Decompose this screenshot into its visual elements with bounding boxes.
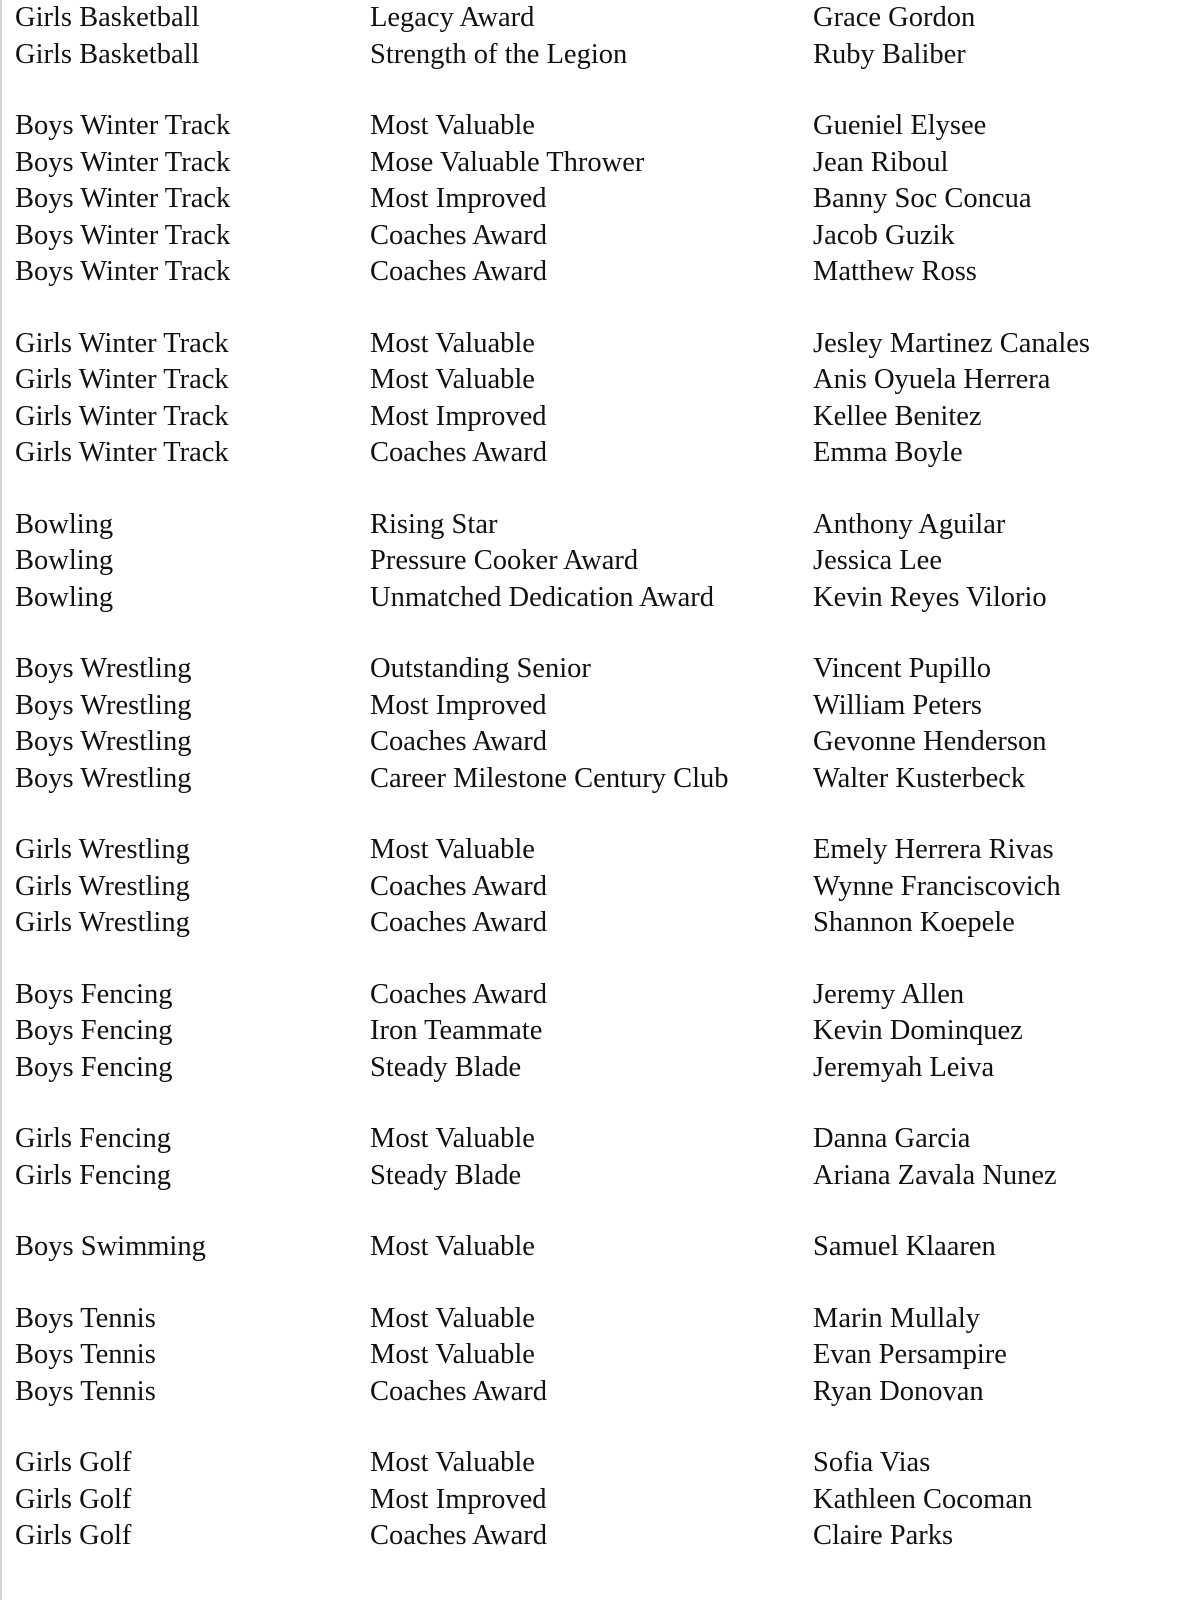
award-row — [15, 580, 1175, 617]
sport-cell: Boys Winter Track — [15, 256, 231, 288]
award-row — [15, 1121, 1175, 1158]
recipient-cell: Claire Parks — [813, 1520, 954, 1552]
recipient-cell: Shannon Koepele — [813, 907, 1015, 939]
award-row — [15, 507, 1175, 544]
recipient-cell: Vincent Pupillo — [813, 653, 991, 685]
awards-list — [15, 0, 1175, 1590]
recipient-cell: Gevonne Henderson — [813, 726, 1047, 758]
sport-cell: Boys Tennis — [15, 1302, 156, 1334]
award-cell: Most Valuable — [370, 1339, 535, 1371]
award-cell: Coaches Award — [370, 219, 548, 251]
award-row — [15, 543, 1175, 580]
sport-cell: Girls Wrestling — [15, 870, 190, 902]
sport-cell: Boys Tennis — [15, 1339, 156, 1371]
sport-cell: Boys Fencing — [15, 1051, 173, 1083]
sport-cell: Boys Winter Track — [15, 110, 231, 142]
award-cell: Career Milestone Century Club — [370, 762, 729, 794]
recipient-cell: Matthew Ross — [813, 256, 977, 288]
award-row — [15, 1301, 1175, 1338]
award-group — [15, 832, 1175, 942]
award-cell: Most Valuable — [370, 327, 535, 359]
award-cell: Coaches Award — [370, 256, 548, 288]
award-row — [15, 108, 1175, 145]
recipient-cell: Kathleen Cocoman — [813, 1483, 1033, 1515]
recipient-cell: Walter Kusterbeck — [813, 762, 1026, 794]
recipient-cell: Anis Oyuela Herrera — [813, 364, 1051, 396]
sport-cell: Girls Golf — [15, 1520, 132, 1552]
award-group — [15, 977, 1175, 1087]
award-cell: Coaches Award — [370, 870, 548, 902]
award-cell: Most Improved — [370, 183, 547, 215]
award-cell: Strength of the Legion — [370, 38, 628, 70]
award-row — [15, 724, 1175, 761]
recipient-cell: Ariana Zavala Nunez — [813, 1159, 1057, 1191]
recipient-cell: Anthony Aguilar — [813, 508, 1006, 540]
award-cell: Legacy Award — [370, 2, 535, 34]
sport-cell: Boys Wrestling — [15, 653, 192, 685]
sport-cell: Boys Winter Track — [15, 183, 231, 215]
award-cell: Most Valuable — [370, 1447, 535, 1479]
award-row — [15, 435, 1175, 472]
award-row — [15, 1229, 1175, 1266]
recipient-cell: Ryan Donovan — [813, 1375, 984, 1407]
award-cell: Mose Valuable Thrower — [370, 146, 645, 178]
recipient-cell: Emely Herrera Rivas — [813, 834, 1054, 866]
sport-cell: Girls Wrestling — [15, 907, 190, 939]
award-group — [15, 1301, 1175, 1411]
award-group — [15, 651, 1175, 797]
award-cell: Steady Blade — [370, 1159, 522, 1191]
award-cell: Coaches Award — [370, 978, 548, 1010]
sport-cell: Boys Wrestling — [15, 689, 192, 721]
sport-cell: Girls Wrestling — [15, 834, 190, 866]
sport-cell: Boys Winter Track — [15, 146, 231, 178]
recipient-cell: Evan Persampire — [813, 1339, 1007, 1371]
sport-cell: Bowling — [15, 508, 114, 540]
award-group — [15, 1121, 1175, 1194]
award-cell: Most Improved — [370, 689, 547, 721]
award-group — [15, 1229, 1175, 1266]
award-cell: Coaches Award — [370, 726, 548, 758]
recipient-cell: Samuel Klaaren — [813, 1231, 996, 1263]
award-row — [15, 254, 1175, 291]
award-row — [15, 1482, 1175, 1519]
recipient-cell: Jesley Martinez Canales — [813, 327, 1090, 359]
award-cell: Most Improved — [370, 400, 547, 432]
award-row — [15, 181, 1175, 218]
sport-cell: Girls Basketball — [15, 38, 200, 70]
award-row — [15, 0, 1175, 37]
sport-cell: Girls Fencing — [15, 1159, 171, 1191]
award-cell: Coaches Award — [370, 1520, 548, 1552]
recipient-cell: Grace Gordon — [813, 2, 976, 34]
award-row — [15, 688, 1175, 725]
recipient-cell: Ruby Baliber — [813, 38, 966, 70]
sport-cell: Boys Swimming — [15, 1231, 206, 1263]
recipient-cell: Sofia Vias — [813, 1447, 931, 1479]
recipient-cell: Danna Garcia — [813, 1123, 971, 1155]
award-row — [15, 905, 1175, 942]
sport-cell: Boys Wrestling — [15, 762, 192, 794]
award-row — [15, 1337, 1175, 1374]
award-group — [15, 326, 1175, 472]
recipient-cell: Jeremy Allen — [813, 978, 965, 1010]
sport-cell: Girls Fencing — [15, 1123, 171, 1155]
sport-cell: Girls Golf — [15, 1483, 132, 1515]
award-row — [15, 1013, 1175, 1050]
award-cell: Most Valuable — [370, 110, 535, 142]
award-row — [15, 145, 1175, 182]
sport-cell: Boys Tennis — [15, 1375, 156, 1407]
sport-cell: Boys Wrestling — [15, 726, 192, 758]
recipient-cell: Banny Soc Concua — [813, 183, 1032, 215]
recipient-cell: Kevin Dominquez — [813, 1015, 1023, 1047]
recipient-cell: William Peters — [813, 689, 983, 721]
recipient-cell: Kellee Benitez — [813, 400, 982, 432]
award-cell: Pressure Cooker Award — [370, 545, 639, 577]
award-cell: Most Valuable — [370, 364, 535, 396]
recipient-cell: Jessica Lee — [813, 545, 942, 577]
recipient-cell: Emma Boyle — [813, 437, 963, 469]
recipient-cell: Jeremyah Leiva — [813, 1051, 995, 1083]
sport-cell: Girls Winter Track — [15, 400, 229, 432]
award-group — [15, 0, 1175, 73]
award-row — [15, 399, 1175, 436]
sport-cell: Girls Golf — [15, 1447, 132, 1479]
award-cell: Unmatched Dedication Award — [370, 581, 715, 613]
award-cell: Most Valuable — [370, 1231, 535, 1263]
recipient-cell: Wynne Franciscovich — [813, 870, 1061, 902]
award-cell: Outstanding Senior — [370, 653, 591, 685]
recipient-cell: Gueniel Elysee — [813, 110, 987, 142]
sport-cell: Bowling — [15, 581, 114, 613]
sport-cell: Bowling — [15, 545, 114, 577]
award-row — [15, 1050, 1175, 1087]
award-row — [15, 977, 1175, 1014]
award-cell: Most Valuable — [370, 834, 535, 866]
award-row — [15, 869, 1175, 906]
award-row — [15, 1445, 1175, 1482]
left-border-line — [0, 0, 2, 1600]
award-cell: Iron Teammate — [370, 1015, 543, 1047]
sport-cell: Girls Winter Track — [15, 364, 229, 396]
recipient-cell: Kevin Reyes Vilorio — [813, 581, 1047, 613]
recipient-cell: Jacob Guzik — [813, 219, 955, 251]
sport-cell: Girls Winter Track — [15, 437, 229, 469]
award-row — [15, 1374, 1175, 1411]
sport-cell: Boys Winter Track — [15, 219, 231, 251]
award-row — [15, 832, 1175, 869]
award-row — [15, 1158, 1175, 1195]
award-group — [15, 108, 1175, 291]
sport-cell: Girls Winter Track — [15, 327, 229, 359]
award-row — [15, 326, 1175, 363]
award-row — [15, 1518, 1175, 1555]
award-row — [15, 362, 1175, 399]
award-row — [15, 761, 1175, 798]
sport-cell: Boys Fencing — [15, 1015, 173, 1047]
award-cell: Coaches Award — [370, 437, 548, 469]
award-cell: Coaches Award — [370, 907, 548, 939]
award-group — [15, 1445, 1175, 1555]
award-group — [15, 507, 1175, 617]
award-cell: Most Valuable — [370, 1302, 535, 1334]
award-row — [15, 651, 1175, 688]
recipient-cell: Jean Riboul — [813, 146, 949, 178]
sport-cell: Boys Fencing — [15, 978, 173, 1010]
award-cell: Steady Blade — [370, 1051, 522, 1083]
award-cell: Most Valuable — [370, 1123, 535, 1155]
award-cell: Rising Star — [370, 508, 498, 540]
award-row — [15, 37, 1175, 74]
recipient-cell: Marin Mullaly — [813, 1302, 981, 1334]
sport-cell: Girls Basketball — [15, 2, 200, 34]
award-cell: Coaches Award — [370, 1375, 548, 1407]
award-row — [15, 218, 1175, 255]
award-cell: Most Improved — [370, 1483, 547, 1515]
